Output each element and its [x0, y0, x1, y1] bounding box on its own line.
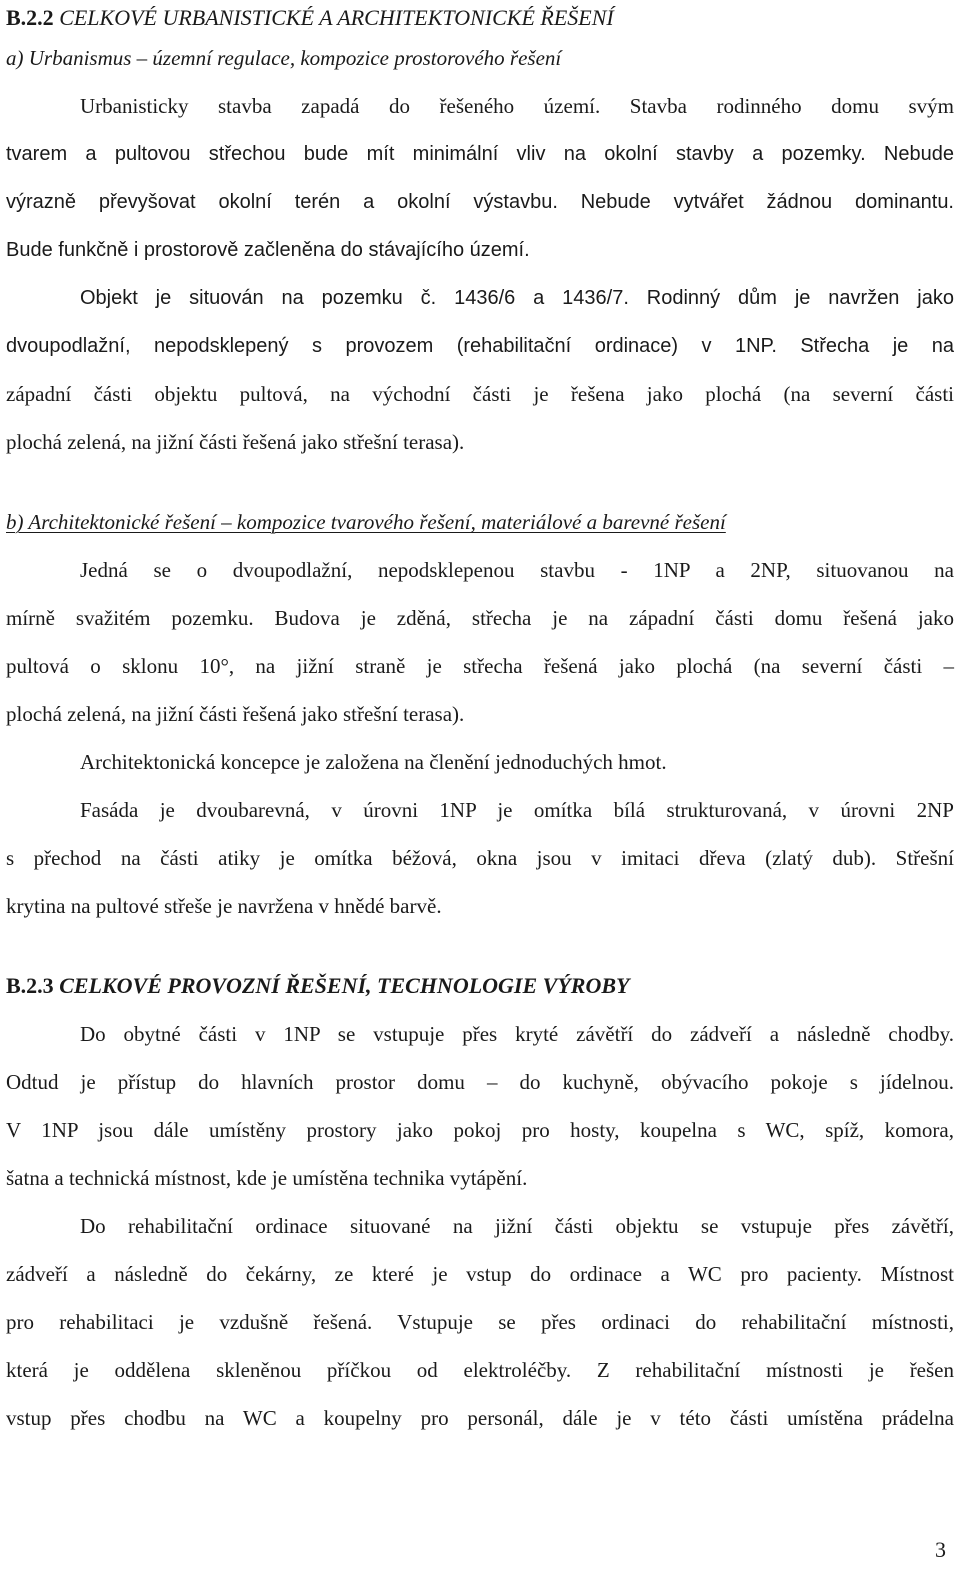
paragraph-line: šatna a technická místnost, kde je umístěna technika vytápění.	[6, 1166, 528, 1190]
paragraph-line: vstup přes chodbu na WC a koupelny pro personál, dále je v této části umístěna prádelna	[6, 1406, 954, 1430]
paragraph-line: Fasáda je dvoubarevná, v úrovni 1NP je omítka bílá strukturovaná, v úrovni 2NP	[80, 798, 954, 822]
paragraph-line: V 1NP jsou dále umístěny prostory jako pokoj pro hosty, koupelna s WC, spíž, komora,	[6, 1118, 954, 1142]
paragraph-line: plochá zelená, na jižní části řešená jako střešní terasa).	[6, 430, 465, 454]
section-heading-b22	[6, 4, 614, 32]
paragraph-line: s přechod na části atiky je omítka béžová, okna jsou v imitaci dřeva (zlatý dub). Střešní	[6, 846, 954, 870]
paragraph-line: zádveří a následně do čekárny, ze které je vstup do ordinace a WC pro pacienty. Místnost	[6, 1262, 954, 1286]
paragraph-line: pultová o sklonu 10°, na jižní straně je střecha řešená jako plochá (na severní části –	[6, 654, 954, 678]
paragraph-line: tvarem a pultovou střechou bude mít minimální vliv na okolní stavby a pozemky. Nebude	[6, 143, 954, 165]
section-title: CELKOVÉ PROVOZNÍ ŘEŠENÍ, TECHNOLOGIE VÝROBY	[59, 973, 630, 998]
paragraph-line: plochá zelená, na jižní části řešená jako střešní terasa).	[6, 702, 465, 726]
paragraph-line: krytina na pultové střeše je navržena v hnědé barvě.	[6, 894, 442, 918]
paragraph-line: Bude funkčně i prostorově začleněna do stávajícího území.	[6, 239, 530, 261]
section-heading-b23	[6, 972, 629, 1000]
paragraph-line: mírně svažitém pozemku. Budova je zděná, střecha je na západní části domu řešená jako	[6, 606, 954, 630]
paragraph-line: dvoupodlažní, nepodsklepený s provozem (rehabilitační ordinace) v 1NP. Střecha je na	[6, 335, 954, 357]
paragraph-line: Do obytné části v 1NP se vstupuje přes kryté závětří do zádveří a následně chodby.	[80, 1022, 954, 1046]
paragraph-line: západní části objektu pultová, na východní části je řešena jako plochá (na severní části	[6, 382, 954, 406]
section-number: B.2.2	[6, 5, 54, 30]
paragraph-line: výrazně převyšovat okolní terén a okolní výstavbu. Nebude vytvářet žádnou dominantu.	[6, 191, 954, 213]
subsection-a-heading: a) Urbanismus – územní regulace, kompozice prostorového řešení	[6, 46, 562, 70]
page-number: 3	[935, 1537, 946, 1562]
paragraph-line: Architektonická koncepce je založena na členění jednoduchých hmot.	[80, 750, 667, 774]
paragraph-line: pro rehabilitaci je vzdušně řešená. Vstupuje se přes ordinaci do rehabilitační místnosti,	[6, 1310, 954, 1334]
subsection-b-heading: b) Architektonické řešení – kompozice tvarového řešení, materiálové a barevné řešení	[6, 510, 726, 534]
paragraph-line: Do rehabilitační ordinace situované na jižní části objektu se vstupuje přes závětří,	[80, 1214, 954, 1238]
paragraph-line: Objekt je situován na pozemku č. 1436/6 a 1436/7. Rodinný dům je navržen jako	[80, 287, 954, 309]
paragraph-line: Odtud je přístup do hlavních prostor domu – do kuchyně, obývacího pokoje s jídelnou.	[6, 1070, 954, 1094]
paragraph-line: Urbanisticky stavba zapadá do řešeného území. Stavba rodinného domu svým	[80, 94, 954, 118]
paragraph-line: která je oddělena skleněnou příčkou od elektroléčby. Z rehabilitační místnosti je řešen	[6, 1358, 954, 1382]
paragraph-line: Jedná se o dvoupodlažní, nepodsklepenou stavbu - 1NP a 2NP, situovanou na	[80, 558, 954, 582]
section-title: CELKOVÉ URBANISTICKÉ A ARCHITEKTONICKÉ ŘEŠENÍ	[59, 5, 614, 30]
section-number: B.2.3	[6, 973, 54, 998]
